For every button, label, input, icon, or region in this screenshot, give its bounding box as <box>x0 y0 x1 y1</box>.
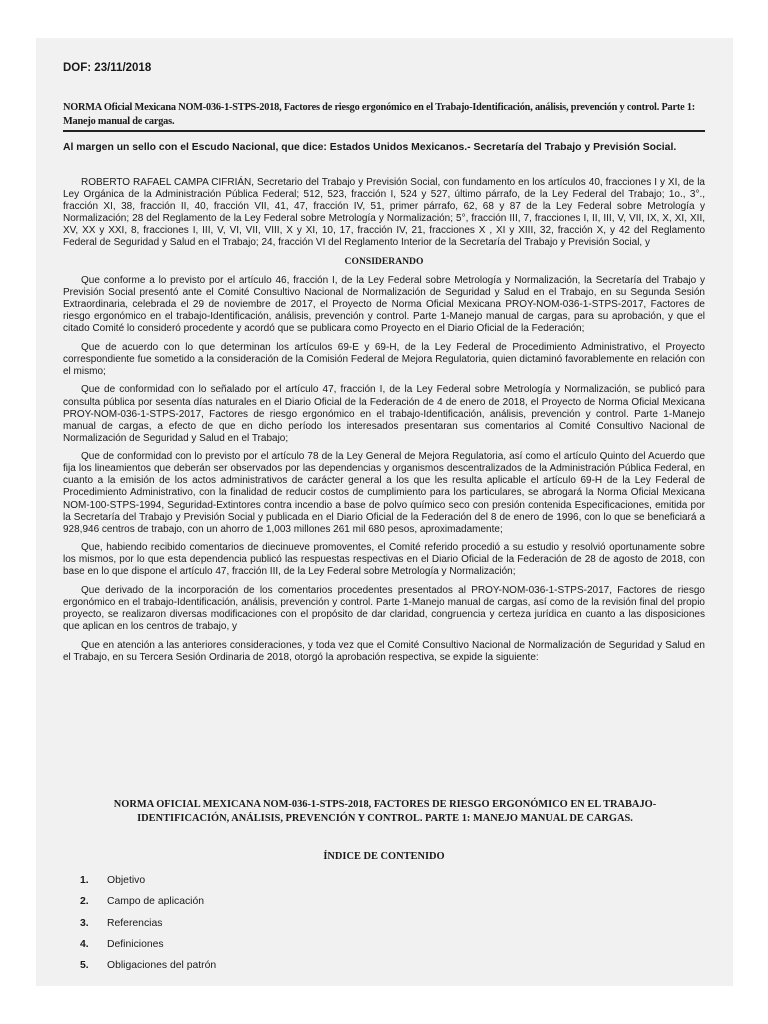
toc-item-label: Objetivo <box>107 875 146 887</box>
toc-item[interactable] <box>80 955 216 976</box>
considerando-paragraph: Que en atención a las anteriores consideraciones, y toda vez que el Comité Consultivo Nacional de Normalización de Seguridad y Salud en el Trabajo, en su Tercera Sesión Ordinaria de 2018, otorgó la aprobación respectiva, se expide la siguiente: <box>63 639 705 663</box>
toc-item[interactable] <box>80 934 216 955</box>
table-of-contents <box>80 870 216 976</box>
considerando-paragraph: Que, habiendo recibido comentarios de diecinueve promoventes, el Comité referido procedió a su estudio y resolvió oportunamente sobre los mismos, por lo que esta dependencia publicó las respuestas respectivas en el Diario Oficial de la Federación de 28 de agosto de 2018, con base en lo que dispone el artículo 47, fracción III, de la Ley Federal sobre Metrología y Normalización; <box>63 542 705 578</box>
toc-item-number: 5. <box>80 960 89 972</box>
toc-item[interactable] <box>80 913 216 934</box>
dof-date: DOF: 23/11/2018 <box>63 62 152 74</box>
indice-heading: ÍNDICE DE CONTENIDO <box>323 851 445 862</box>
toc-item-label: Referencias <box>107 917 163 929</box>
toc-item-label: Definiciones <box>107 939 164 951</box>
toc-item-label: Obligaciones del patrón <box>107 960 217 972</box>
toc-item[interactable] <box>80 891 216 912</box>
considerando-heading: CONSIDERANDO <box>344 256 424 268</box>
toc-item-number: 3. <box>80 917 89 929</box>
margin-seal-text: Al margen un sello con el Escudo Nacional, que dice: Estados Unidos Mexicanos.- Secretaría del Trabajo y Previsión Social. <box>63 142 677 153</box>
toc-item-number: 1. <box>80 875 89 887</box>
considerando-paragraph: Que derivado de la incorporación de los comentarios procedentes presentados al PROY-NOM-036-1-STPS-2017, Factores de riesgo ergonómico en el trabajo-Identificación, análisis, prevención y control. Parte 1-Manejo manual de cargas, así como de la revisión final del propio proyecto, se realizaron diversas modificaciones con el propósito de dar claridad, congruencia y certeza jurídica en cuanto a las disposiciones que aplican en los centros de trabajo, y <box>63 584 705 633</box>
toc-item-number: 4. <box>80 939 89 951</box>
considerando-paragraph: Que de conformidad con lo señalado por el artículo 47, fracción I, de la Ley Federal sobre Metrología y Normalización, se publicó para consulta pública por sesenta días naturales en el Diario Oficial de la Federación de 4 de enero de 2018, el Proyecto de Norma Oficial Mexicana PROY-NOM-036-1-STPS-2017, Factores de riesgo ergonómico en el trabajo-Identificación, análisis, prevención y control. Parte 1-Manejo manual de cargas, a efecto de que en dicho período los interesados presentaran sus comentarios al Comité Consultivo Nacional de Normalización de Seguridad y Salud en el Trabajo; <box>63 384 705 444</box>
intro-paragraph: ROBERTO RAFAEL CAMPA CIFRIÁN, Secretario del Trabajo y Previsión Social, con fundamento en los artículos 40, fracciones I y XI, de la Ley Orgánica de la Administración Pública Federal; 512, 523, fracción I, 524 y 527, último párrafo, de la Ley Federal del Trabajo; 1o., 3°., fracción XI, 38, fracción II, 40, fracción VII, 41, 47, fracción IV, 51, primer párrafo, 62, 68 y 87 de la Ley Federal sobre Metrología y Normalización; 28 del Reglamento de la Ley Federal sobre Metrología y Normalización; 5°, fracción III, 7, fracciones I, II, III, V, VII, IX, X, XI, XII, XV, XX y XXI, 8, fracciones I, III, V, VI, VII, VIII, X y XI, 10, 17, fracción IV, 21, fracciones X , XI y XIII, 32, fracción X, y 42 del Reglamento Federal de Seguridad y Salud en el Trabajo; 24, fracción VI del Reglamento Interior de la Secretaría del Trabajo y Previsión Social, y <box>63 177 705 249</box>
toc-item-number: 2. <box>80 896 89 908</box>
title-divider <box>63 130 705 132</box>
considerando-paragraph: Que de acuerdo con lo que determinan los artículos 69-E y 69-H, de la Ley Federal de Procedimiento Administrativo, el Proyecto correspondiente fue sometido a la consideración de la Comisión Federal de Mejora Regulatoria, quien dictaminó favorablemente en relación con el mismo; <box>63 341 705 377</box>
norma-title: NORMA Oficial Mexicana NOM-036-1-STPS-2018, Factores de riesgo ergonómico en el Trabajo-Identificación, análisis, prevención y control. Parte 1: Manejo manual de cargas. <box>63 102 696 127</box>
considerando-paragraph: Que de conformidad con lo previsto por el artículo 78 de la Ley General de Mejora Regulatoria, así como el artículo Quinto del Acuerdo que fija los lineamientos que deberán ser observados por las dependencias y organismos descentralizados de la Administración Pública Federal, en cuanto a la emisión de los actos administrativos de carácter general a los que les resulta aplicable el artículo 69-H de la Ley Federal de Procedimiento Administrativo, con la finalidad de reducir costos de cumplimiento para los particulares, se abrogará la Norma Oficial Mexicana NOM-100-STPS-1994, Seguridad-Extintores contra incendio a base de polvo químico seco con presión contenida Especificaciones, emitida por la Secretaría del Trabajo y Previsión Social y publicada en el Diario Oficial de la Federación del 8 de enero de 1996, con lo que se beneficiará a 928,946 centros de trabajo, con un ahorro de 1,003 millones 261 mil 680 pesos, aproximadamente; <box>63 451 705 535</box>
toc-item-label: Campo de aplicación <box>107 896 205 908</box>
document-body <box>63 177 705 670</box>
considerando-paragraph: Que conforme a lo previsto por el artículo 46, fracción I, de la Ley Federal sobre Metrología y Normalización, la Secretaría del Trabajo y Previsión Social presentó ante el Comité Consultivo Nacional de Normalización de Seguridad y Salud en el Trabajo, en su Segunda Sesión Extraordinaria, celebrada el 29 de noviembre de 2017, el Proyecto de Norma Oficial Mexicana PROY-NOM-036-1-STPS-2017, Factores de riesgo ergonómico en el trabajo-Identificación, análisis, prevención y control. Parte 1-Manejo manual de cargas, para su aprobación, y que el citado Comité lo consideró procedente y acordó que se publicara como Proyecto en el Diario Oficial de la Federación; <box>63 274 705 335</box>
norma-heading: NORMA OFICIAL MEXICANA NOM-036-1-STPS-2018, FACTORES DE RIESGO ERGONÓMICO EN EL TRABAJO-IDENTIFICACIÓN, ANÁLISIS, PREVENCIÓN Y CONTROL. PARTE 1: MANEJO MANUAL DE CARGAS. <box>113 799 657 824</box>
document-page <box>36 38 733 986</box>
toc-item[interactable] <box>80 870 216 891</box>
